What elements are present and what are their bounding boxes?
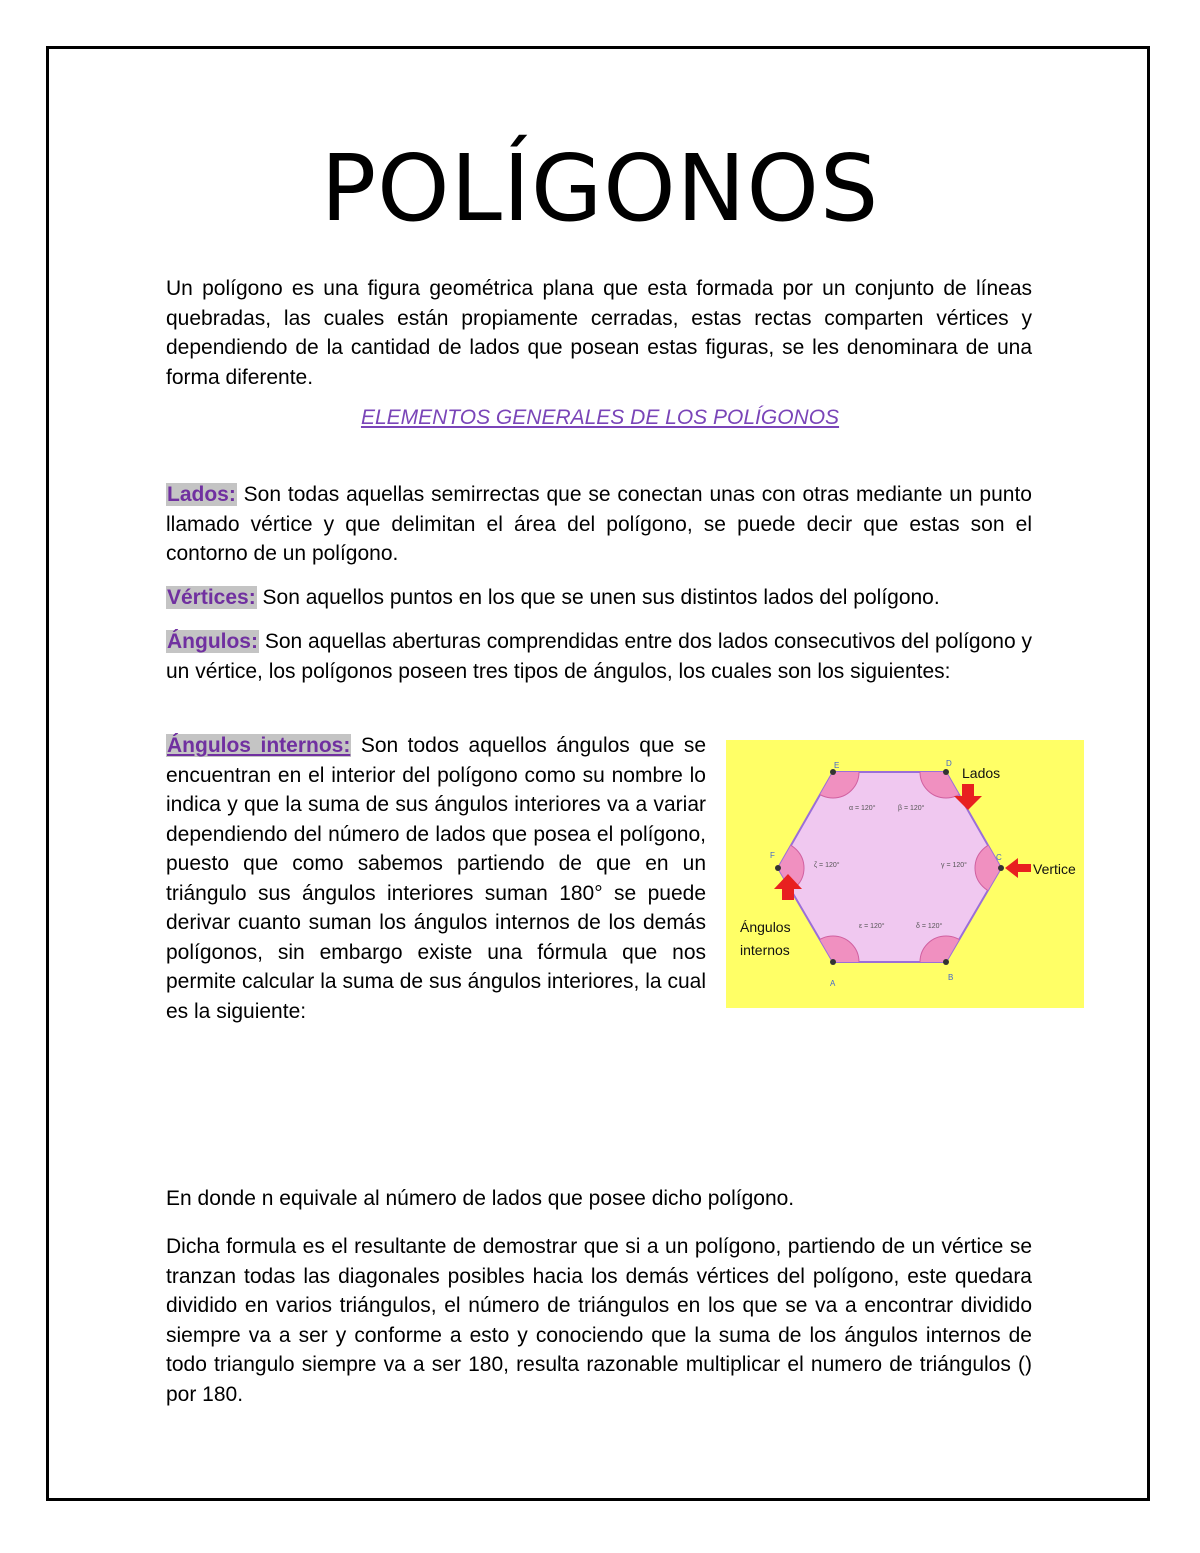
vertex-point-d <box>943 959 949 965</box>
angulos-internos-paragraph <box>166 731 706 1026</box>
vertice-arrow <box>1005 858 1031 878</box>
angle-label: ε = 120° <box>859 923 885 930</box>
intro-paragraph: Un polígono es una figura geométrica plana que esta formada por un conjunto de líneas quebradas, las cuales están propiamente cerradas, estas rectas comparten vértices y dependiendo de la cantidad de lados que posean estas figuras, se les denominara de una forma diferente. <box>166 277 1032 389</box>
vertex-letter: C <box>996 853 1002 862</box>
angle-label: β = 120° <box>898 805 925 812</box>
angulos-text: Son aquellas aberturas comprendidas entre dos lados consecutivos del polígono y un vértice, los polígonos poseen tres tipos de ángulos, los cuales son los siguientes: <box>166 630 1032 683</box>
vertex-point-e <box>830 959 836 965</box>
lados-paragraph <box>166 480 1032 569</box>
angle-label: α = 120° <box>849 805 876 812</box>
angle-label: ζ = 120° <box>814 862 840 869</box>
page-title: POLÍGONOS <box>320 135 880 242</box>
vertex-point-b <box>943 769 949 775</box>
angulos-label-line1: Ángulos <box>740 919 791 935</box>
vertex-letter: B <box>948 973 954 982</box>
vertex-letter: A <box>830 979 836 988</box>
vertices-term: Vértices: <box>167 586 256 609</box>
angulos-paragraph <box>166 627 1032 686</box>
angulos-internos-text: Son todos aquellos ángulos que se encuentran en el interior del polígono como su nombre lo indica y que la suma de sus ángulos interiores va a variar dependiendo del número de lados que posea el polígono, puesto que como sabemos partiendo de que en un triángulo sus ángulos interiores suman 180° se puede derivar cuanto suman los ángulos internos de los demás polígonos, sin embargo existe una fórmula que nos permite calcular la suma de sus ángulos interiores, la cual es la siguiente: <box>166 734 707 1023</box>
angulos-term: Ángulos: <box>167 630 258 653</box>
vertex-point-c <box>998 865 1004 871</box>
vertex-point-f <box>775 865 781 871</box>
section-subtitle: ELEMENTOS GENERALES DE LOS POLÍGONOS <box>360 406 840 429</box>
lados-text: Son todas aquellas semirrectas que se conectan unas con otras mediante un punto llamado vértice y que delimitan el área del polígono, se puede decir que estas son el contorno de un polígono. <box>166 483 1032 565</box>
hexagon-diagram <box>726 740 1084 1008</box>
lados-term: Lados: <box>167 483 236 506</box>
vertex-letter: F <box>770 851 775 860</box>
formula-note: En donde n equivale al número de lados que posee dicho polígono. <box>166 1187 795 1210</box>
vertex-letter: E <box>834 761 840 770</box>
vertex-letter: D <box>946 759 952 768</box>
hexagon-figure <box>726 740 1084 1008</box>
vertices-paragraph <box>166 583 1032 613</box>
vertice-label: Vertice <box>1033 861 1076 877</box>
vertices-text: Son aquellos puntos en los que se unen sus distintos lados del polígono. <box>256 586 940 609</box>
angle-label: δ = 120° <box>916 923 943 930</box>
closing-paragraph: Dicha formula es el resultante de demostrar que si a un polígono, partiendo de un vértice se tranzan todas las diagonales posibles hacia los demás vértices del polígono, este quedara dividido en varios triángulos, el número de triángulos en los que se va a encontrar dividido siempre va a ser y conforme a esto y conociendo que la suma de los ángulos internos de todo triangulo siempre va a ser 180, resulta razonable multiplicar el numero de triángulos () por 180. <box>166 1235 1032 1406</box>
angulos-internos-term: Ángulos internos: <box>167 734 351 757</box>
lados-label: Lados <box>962 765 1001 781</box>
angle-label: γ = 120° <box>941 862 967 869</box>
angulos-label-line2: internos <box>740 942 790 958</box>
